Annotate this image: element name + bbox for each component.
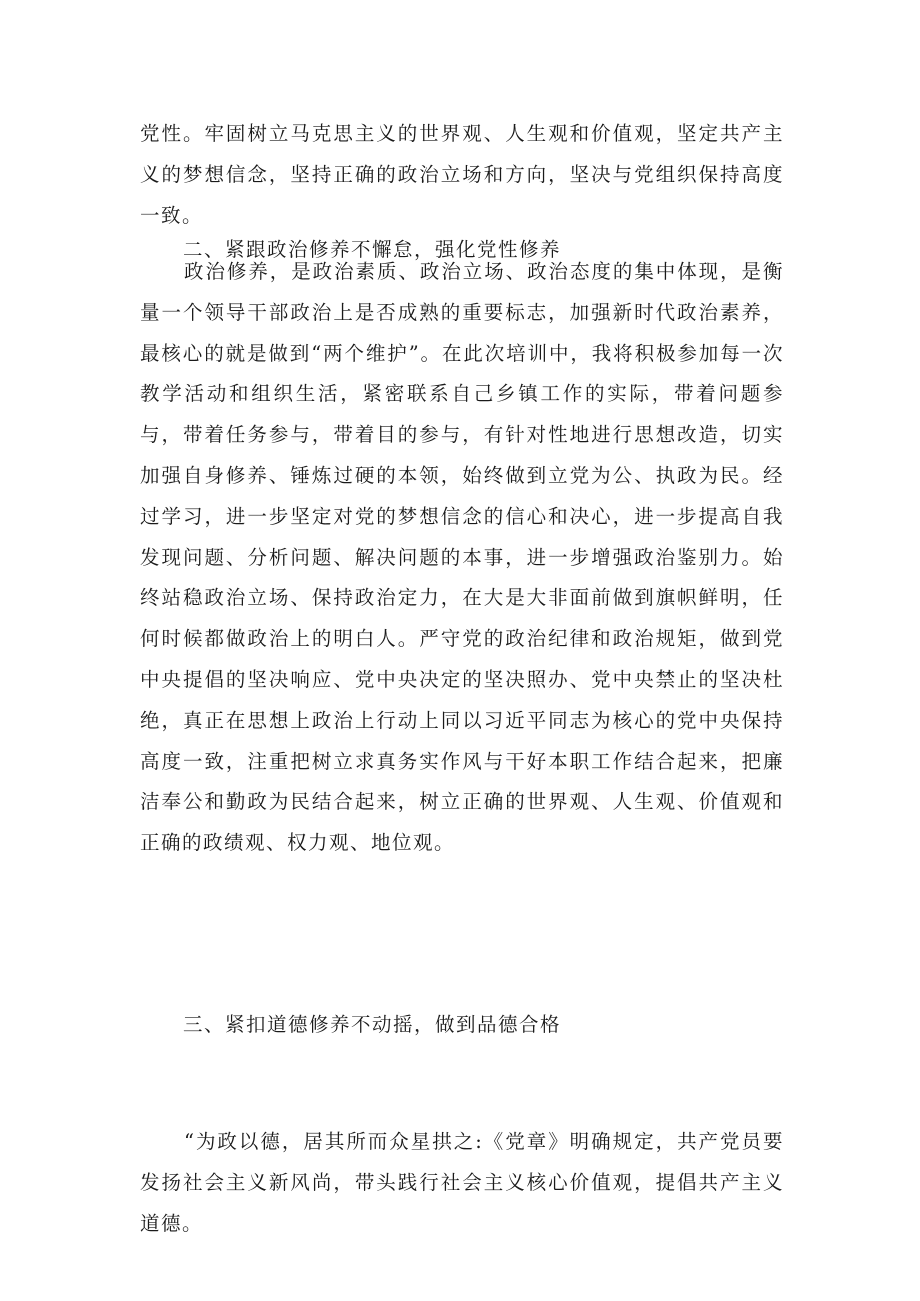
paragraph-political-cultivation: 政治修养，是政治素质、政治立场、政治态度的集中体现，是衡量一个领导干部政治上是否成熟的重要标志，加强新时代政治素养，最核心的就是做到“两个维护”。在此次培训中，我将积极参加每一次教学活动和组织生活，紧密联系自己乡镇工作的实际，带着问题参与，带着任务参与，带着目的参与，有针对性地进行思想改造，切实加强自身修养、锤炼过硬的本领，始终做到立党为公、执政为民。经过学习，进一步坚定对党的梦想信念的信心和决心，进一步提高自我发现问题、分析问题、解决问题的本事，进一步增强政治鉴别力。始终站稳政治立场、保持政治定力，在大是大非面前做到旗帜鲜明，任何时候都做政治上的明白人。严守党的政治纪律和政治规矩，做到党中央提倡的坚决响应、党中央决定的坚决照办、党中央禁止的坚决杜绝，真正在思想上政治上行动上同以习近平同志为核心的党中央保持高度一致，注重把树立求真务实作风与干好本职工作结合起来，把廉洁奉公和勤政为民结合起来，树立正确的世界观、人生观、价值观和正确的政绩观、权力观、地位观。 [140,260,784,855]
paragraph-party-spirit: 党性。牢固树立马克思主义的世界观、人生观和价值观，坚定共产主义的梦想信念，坚持正确的政治立场和方向，坚决与党组织保持高度一致。 [140,122,784,227]
section-heading-political-cultivation: 二、紧跟政治修养不懈怠，强化党性修养 [183,238,562,261]
section-heading-moral-cultivation: 三、紧扣道德修养不动摇，做到品德合格 [183,1013,562,1036]
paragraph-moral-cultivation: “为政以德，居其所而众星拱之:《党章》明确规定，共产党员要发扬社会主义新风尚，带头践行社会主义核心价值观，提倡共产主义道德。 [140,1130,784,1235]
